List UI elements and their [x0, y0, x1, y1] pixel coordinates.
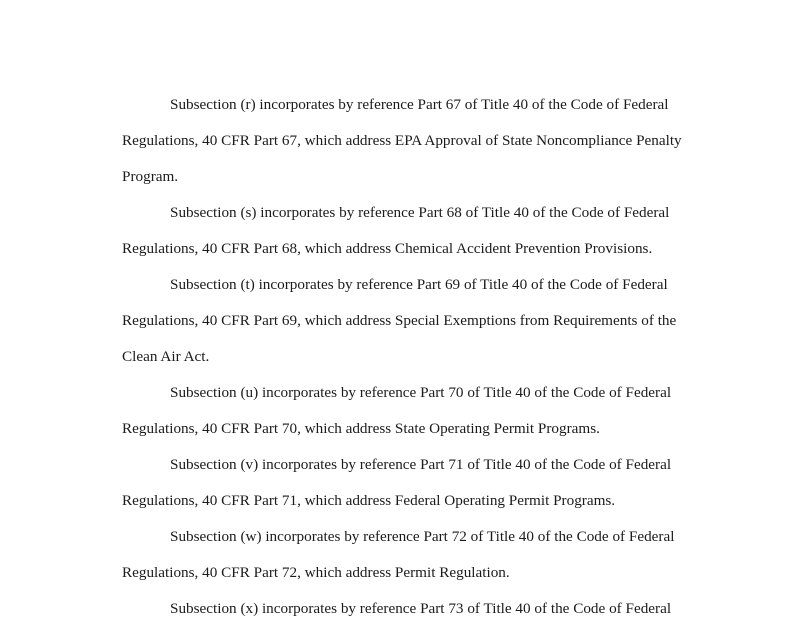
paragraph-t-line-1: Subsection (t) incorporates by reference Part 69 of Title 40 of the Code of Federal [170, 276, 668, 293]
paragraph-s-line-1: Subsection (s) incorporates by reference Part 68 of Title 40 of the Code of Federal [170, 204, 670, 221]
paragraph-w-line-2: Regulations, 40 CFR Part 72, which address Permit Regulation. [122, 564, 510, 581]
paragraph-r-line-3: Program. [122, 168, 179, 185]
paragraph-w-line-1: Subsection (w) incorporates by reference Part 72 of Title 40 of the Code of Federal [170, 528, 675, 545]
paragraph-t-line-2: Regulations, 40 CFR Part 69, which address Special Exemptions from Requirements of the [122, 312, 677, 329]
paragraph-r-line-2: Regulations, 40 CFR Part 67, which address EPA Approval of State Noncompliance Penalty [122, 132, 682, 149]
paragraph-v-line-1: Subsection (v) incorporates by reference Part 71 of Title 40 of the Code of Federal [170, 456, 672, 473]
paragraph-s-line-2: Regulations, 40 CFR Part 68, which address Chemical Accident Prevention Provisions. [122, 240, 653, 257]
paragraph-v-line-2: Regulations, 40 CFR Part 71, which address Federal Operating Permit Programs. [122, 492, 616, 509]
paragraph-u-line-1: Subsection (u) incorporates by reference Part 70 of Title 40 of the Code of Federal [170, 384, 672, 401]
paragraph-t-line-3: Clean Air Act. [122, 348, 210, 365]
paragraph-r-line-1: Subsection (r) incorporates by reference Part 67 of Title 40 of the Code of Federal [170, 96, 669, 113]
paragraph-x-line-1: Subsection (x) incorporates by reference Part 73 of Title 40 of the Code of Federal [170, 600, 672, 617]
paragraph-u-line-2: Regulations, 40 CFR Part 70, which address State Operating Permit Programs. [122, 420, 600, 437]
